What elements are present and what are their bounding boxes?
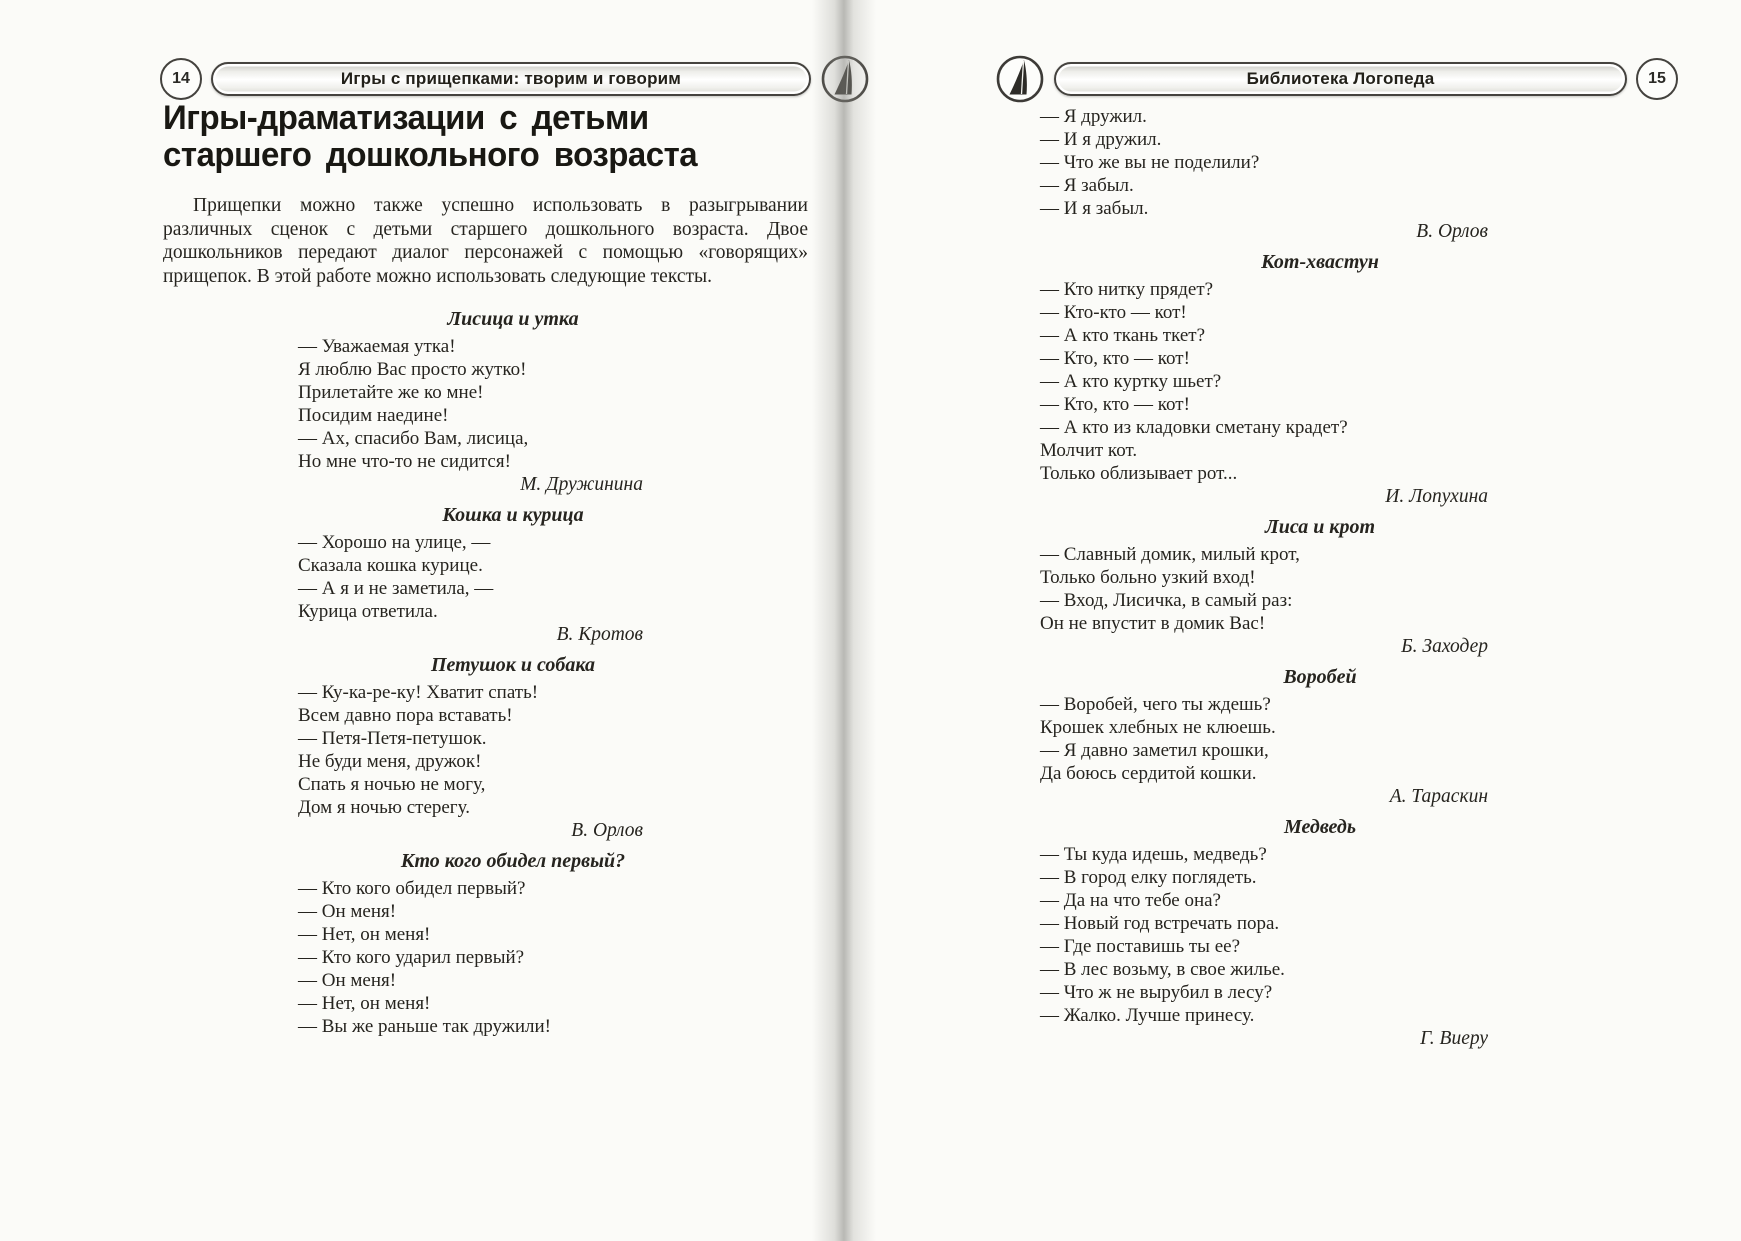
poem-block-fox-and-duck xyxy=(163,308,808,496)
poem-line: Не буди меня, дружок! xyxy=(298,750,482,772)
right-header-banner-text: Библиотека Логопеда xyxy=(1246,69,1435,88)
poem-line: — Нет, он меня! xyxy=(298,992,431,1014)
poem-line: — Жалко. Лучше принесу. xyxy=(1040,1005,1255,1026)
right-page-body xyxy=(997,100,1680,1050)
book-gutter-shadow xyxy=(812,0,876,1241)
poem-author: А. Тараскин xyxy=(1389,786,1488,807)
poem-line: — И я забыл. xyxy=(1040,198,1149,219)
poem-line: — Нет, он меня! xyxy=(298,923,431,945)
page-title xyxy=(163,100,789,174)
poem-title: Кошка и курица xyxy=(442,503,584,526)
right-header-banner xyxy=(1054,62,1627,96)
poem-line: Сказала кошка курице. xyxy=(298,554,483,576)
poem-line: Дом я ночью стерегу. xyxy=(298,796,470,818)
poem-line: Только больно узкий вход! xyxy=(1040,567,1256,588)
poem-line: Курица ответила. xyxy=(298,600,438,622)
poem-line: — Я забыл. xyxy=(1040,175,1134,196)
left-page-body xyxy=(163,100,808,1038)
poem-line: — А кто из кладовки сметану крадет? xyxy=(1040,417,1348,438)
poem-block-sparrow xyxy=(997,666,1680,808)
poem-line: — Кто, кто — кот! xyxy=(1040,348,1190,369)
page-title-line2: старшего дошкольного возраста xyxy=(163,136,698,174)
poem-line: — Что же вы не поделили? xyxy=(1040,152,1260,173)
poem-line: — Где поставишь ты ее? xyxy=(1040,936,1241,957)
poem-title: Лиса и крот xyxy=(1264,516,1376,538)
poem-line: — Кто нитку прядет? xyxy=(1040,279,1214,300)
poem-line: — Что ж не вырубил в лесу? xyxy=(1040,982,1273,1003)
poem-line: — А кто ткань ткет? xyxy=(1040,325,1205,346)
poem-line: — Он меня! xyxy=(298,969,397,991)
poem-author: И. Лопухина xyxy=(1385,486,1488,507)
poem-block-cat-and-hen xyxy=(163,504,808,646)
poem-line: — Вход, Лисичка, в самый раз: xyxy=(1040,590,1293,611)
poem-line: — Ку-ка-ре-ку! Хватит спать! xyxy=(298,681,539,703)
poem-line: Крошек хлебных не клюешь. xyxy=(1040,717,1276,738)
left-header-banner xyxy=(211,62,811,96)
intro-paragraph: Прищепки можно также успешно использовать в разыгрывании различных сценок с детьми старшего дошкольного возраста. Двое дошкольников передают диалог персонажей с помощью «говорящих» прищепок. В этой работе можно использовать следующие тексты. xyxy=(163,195,808,287)
poem-block-who-offended-first xyxy=(163,850,808,1038)
poem-block-bear xyxy=(997,816,1680,1050)
poem-line: — Петя-Петя-петушок. xyxy=(298,727,487,749)
poem-line: — Я давно заметил крошки, xyxy=(1040,740,1269,761)
poem-block-fox-and-mole xyxy=(997,516,1680,658)
poem-line: — Кто кого ударил первый? xyxy=(298,946,525,968)
poem-line: — Славный домик, милый крот, xyxy=(1040,544,1300,565)
poem-author: В. Кротов xyxy=(556,623,643,645)
poem-line: — Ах, спасибо Вам, лисица, xyxy=(298,427,529,449)
poem-line: — Кто, кто — кот! xyxy=(1040,394,1190,415)
publisher-logo-icon xyxy=(995,54,1045,104)
poem-line: — А кто куртку шьет? xyxy=(1040,371,1222,392)
poem-line: Посидим наедине! xyxy=(298,404,449,426)
poem-author: Г. Виеру xyxy=(1420,1028,1488,1049)
poem-block-rooster-and-dog xyxy=(163,654,808,842)
poem-line: — Ты куда идешь, медведь? xyxy=(1040,844,1267,865)
poem-line: — И я дружил. xyxy=(1040,129,1162,150)
poem-line: — Кто-кто — кот! xyxy=(1040,302,1187,323)
poem-author: В. Орлов xyxy=(1416,221,1488,242)
poem-line: Но мне что-то не сидится! xyxy=(298,450,511,472)
poem-line: Всем давно пора вставать! xyxy=(298,704,513,726)
page-number-left: 14 xyxy=(160,58,202,100)
poem-line: Молчит кот. xyxy=(1040,440,1138,461)
poem-line: — Да на что тебе она? xyxy=(1040,890,1221,911)
poem-author: Б. Заходер xyxy=(1401,636,1488,657)
poem-line: — А я и не заметила, — xyxy=(298,577,494,599)
poem-title: Медведь xyxy=(1284,816,1356,838)
poem-line: — Он меня! xyxy=(298,900,397,922)
poem-author: М. Дружинина xyxy=(520,473,643,495)
poem-line: Да боюсь сердитой кошки. xyxy=(1040,763,1257,784)
poem-line: — Новый год встречать пора. xyxy=(1040,913,1280,934)
poem-line: Он не впустит в домик Вас! xyxy=(1040,613,1266,634)
left-header-banner-text: Игры с прищепками: творим и говорим xyxy=(340,69,682,88)
poem-title: Кто кого обидел первый? xyxy=(400,849,626,872)
poem-title: Воробей xyxy=(1283,666,1357,688)
page-title-line1: Игры-драматизации с детьми xyxy=(163,99,649,137)
publisher-logo-icon xyxy=(820,54,870,104)
poem-line: — Я дружил. xyxy=(1040,106,1147,127)
poem-title: Кот-хвастун xyxy=(1261,251,1379,273)
poem-line: — Воробей, чего ты ждешь? xyxy=(1040,694,1271,715)
poem-title: Лисица и утка xyxy=(447,307,579,330)
poem-block-continuation xyxy=(997,105,1680,243)
poem-title: Петушок и собака xyxy=(430,653,596,676)
poem-line: — Уважаемая утка! xyxy=(298,335,456,357)
poem-line: — Хорошо на улице, — xyxy=(298,531,491,553)
poem-author: В. Орлов xyxy=(571,819,643,841)
poem-line: — Кто кого обидел первый? xyxy=(298,877,526,899)
right-page-header xyxy=(995,52,1678,106)
poem-block-braggart-cat xyxy=(997,251,1680,508)
poem-line: Я люблю Вас просто жутко! xyxy=(298,358,527,380)
poem-line: Только облизывает рот... xyxy=(1040,463,1238,484)
poem-line: — В город елку поглядеть. xyxy=(1040,867,1257,888)
poem-line: — Вы же раньше так дружили! xyxy=(298,1015,551,1037)
poem-line: Прилетайте же ко мне! xyxy=(298,381,484,403)
left-page-header xyxy=(160,52,870,106)
page-number-right: 15 xyxy=(1636,58,1678,100)
poem-line: — В лес возьму, в свое жилье. xyxy=(1040,959,1285,980)
poem-line: Спать я ночью не могу, xyxy=(298,773,486,795)
